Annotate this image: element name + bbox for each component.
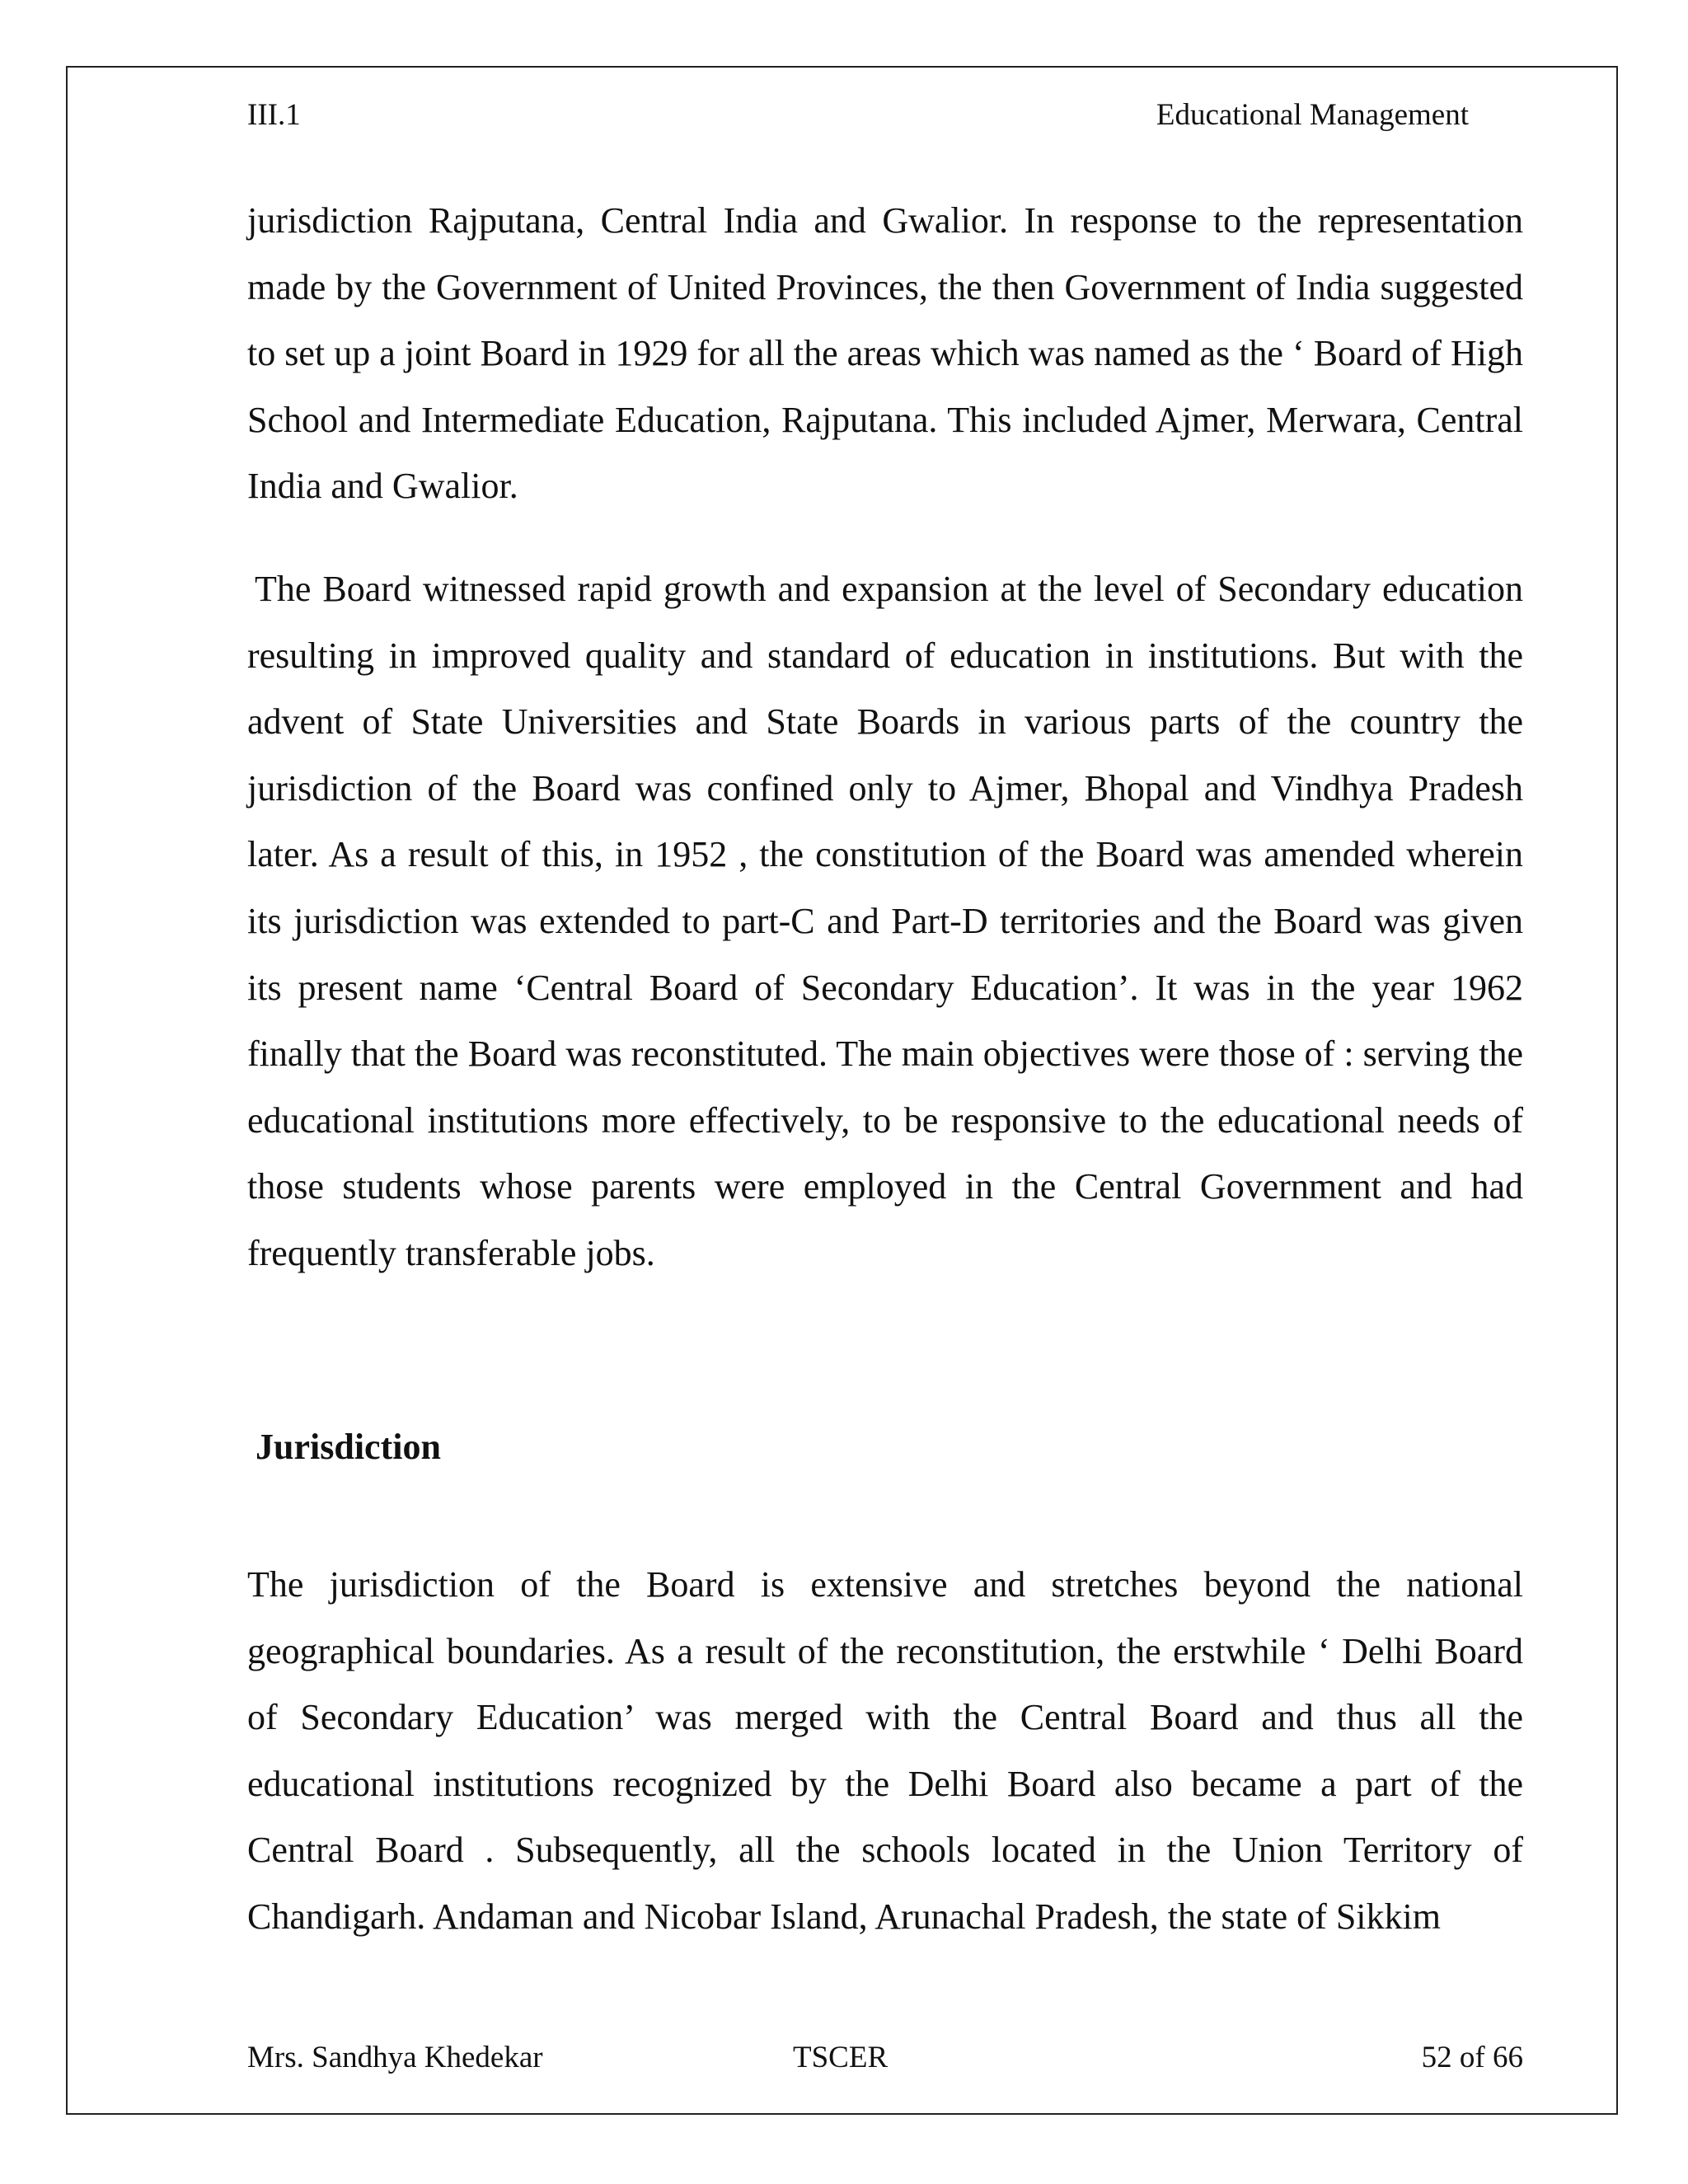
footer-page-number: 52 of 66 — [1421, 2041, 1523, 2074]
header-section-number: III.1 — [247, 98, 301, 132]
header-subject: Educational Management — [1156, 98, 1469, 132]
paragraph-jurisdiction — [247, 1552, 1523, 1951]
paragraph-2-text: The Board witnessed rapid growth and expansion at the level of Secondary education resulting in improved quality and standard of education in institutions. But with the advent of State Universities and State Boards in various parts of the country the jurisdiction of the Board was confined only to Ajmer, Bhopal and Vindhya Pradesh later. As a result of this, in 1952 , the constitution of the Board was amended wherein its jurisdiction was extended to part-C and Part-D territories and the Board was given its present name ‘Central Board of Secondary Education’. It was in the year 1962 finally that the Board was reconstituted. The main objectives were those of : serving the educational institutions more effectively, to be responsive to the educational needs of those students whose parents were employed in the Central Government and had frequently transferable jobs. — [247, 569, 1523, 1273]
paragraph-1-text: jurisdiction Rajputana, Central India and Gwalior. In response to the representation made by the Government of United Provinces, the then Government of India suggested to set up a joint Board in 1929 for all the areas which was named as the ‘ Board of High School and Intermediate Education, Rajputana. This included Ajmer, Merwara, Central India and Gwalior. — [247, 200, 1523, 507]
paragraph-3-text: The jurisdiction of the Board is extensive and stretches beyond the national geographical boundaries. As a result of the reconstitution, the erstwhile ‘ Delhi Board of Secondary Education’ was merged with the Central Board and thus all the educational institutions recognized by the Delhi Board also became a part of the Central Board . Subsequently, all the schools located in the Union Territory of Chandigarh. Andaman and Nicobar Island, Arunachal Pradesh, the state of Sikkim — [247, 1564, 1523, 1937]
footer-author: Mrs. Sandhya Khedekar — [247, 2041, 543, 2074]
footer-institution: TSCER — [793, 2041, 889, 2074]
paragraph-board-growth — [247, 556, 1523, 1287]
section-heading-jurisdiction: Jurisdiction — [256, 1427, 441, 1467]
paragraph-history-intro — [247, 188, 1523, 520]
